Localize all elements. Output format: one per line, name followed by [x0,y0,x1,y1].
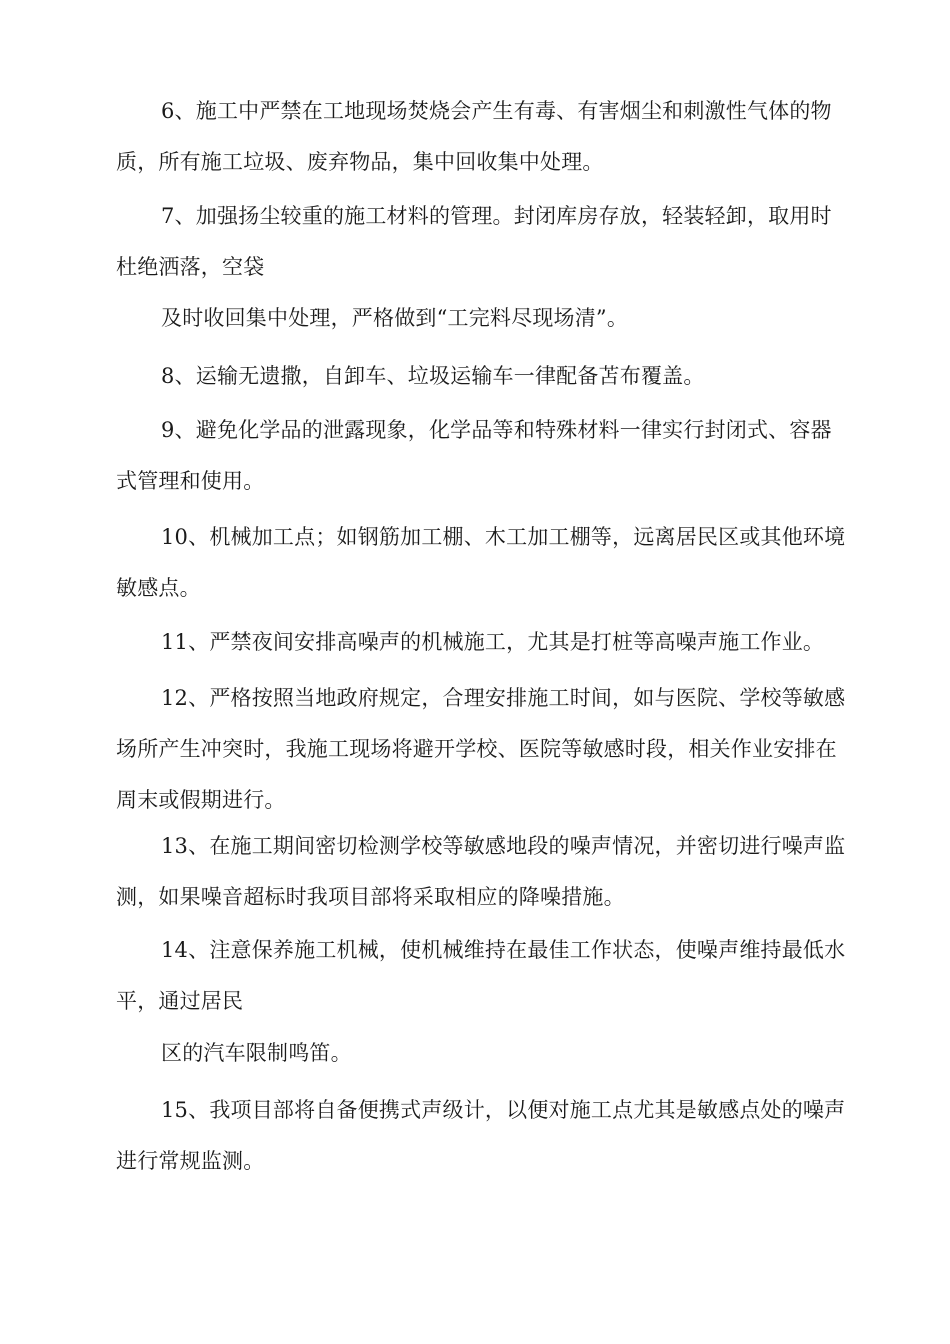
paragraph-item-7: 7、加强扬尘较重的施工材料的管理。封闭库房存放，轻装轻卸，取用时杜绝洒落，空袋 [116,204,832,279]
paragraph-item-9: 9、避免化学品的泄露现象，化学品等和特殊材料一律实行封闭式、容器式管理和使用。 [116,418,832,493]
paragraph-item-13: 13、在施工期间密切检测学校等敏感地段的噪声情况，并密切进行噪声监测，如果噪音超标时我项目部将采取相应的降噪措施。 [116,834,846,909]
paragraph-item-6: 6、施工中严禁在工地现场焚烧会产生有毒、有害烟尘和刺激性气体的物质，所有施工垃圾、废弃物品，集中回收集中处理。 [116,99,832,174]
paragraph-item-12: 12、严格按照当地政府规定，合理安排施工时间，如与医院、学校等敏感场所产生冲突时，我施工现场将避开学校、医院等敏感时段，相关作业安排在周末或假期进行。 [116,686,846,812]
paragraph-item-8: 8、运输无遗撒，自卸车、垃圾运输车一律配备苫布覆盖。 [161,364,705,388]
paragraph-item-14-continued: 区的汽车限制鸣笛。 [161,1041,352,1065]
paragraph-item-11: 11、严禁夜间安排高噪声的机械施工，尤其是打桩等高噪声施工作业。 [161,630,825,654]
paragraph-item-15: 15、我项目部将自备便携式声级计，以便对施工点尤其是敏感点处的噪声进行常规监测。 [116,1098,846,1173]
paragraph-item-10: 10、机械加工点；如钢筋加工棚、木工加工棚等，远离居民区或其他环境敏感点。 [116,525,846,600]
paragraph-item-7-continued: 及时收回集中处理，严格做到“工完料尽现场清”。 [161,306,629,330]
paragraph-item-14: 14、注意保养施工机械，使机械维持在最佳工作状态，使噪声维持最低水平，通过居民 [116,938,846,1013]
